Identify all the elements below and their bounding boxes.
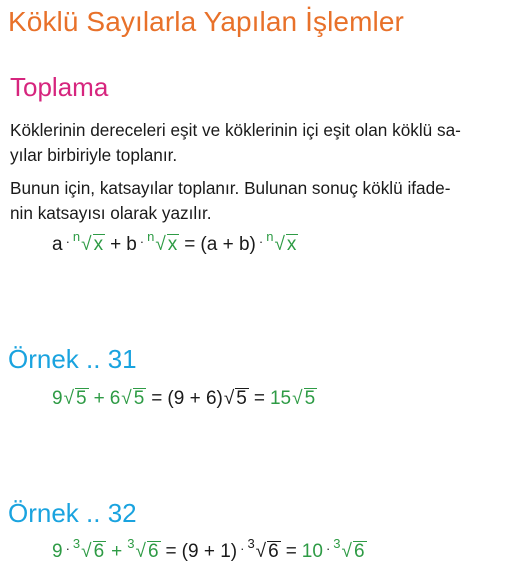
radicand: x: [93, 234, 104, 255]
example-31-label: Örnek .. 31: [8, 344, 137, 374]
paragraph-1-line-1: Köklerinin dereceleri eşit ve köklerinin içi eşit olan köklü sa-: [10, 120, 461, 140]
section-heading: Toplama: [10, 72, 109, 102]
coefficient: 9: [52, 541, 63, 562]
radicand: 6: [93, 541, 105, 562]
radical-icon: √: [341, 541, 352, 562]
root-term: [247, 536, 280, 563]
page-title: Köklü Sayılarla Yapılan İşlemler: [8, 6, 404, 37]
radicand: 6: [353, 541, 365, 562]
plus-sign: +: [110, 234, 122, 255]
grouped-sum: (9 + 1): [181, 541, 238, 562]
radical-icon: √: [274, 234, 285, 255]
sum-coefficient: (a + b): [200, 234, 256, 255]
equals-sign: =: [151, 388, 163, 409]
radical-icon: √: [81, 541, 92, 562]
root-index: n: [72, 229, 81, 244]
root-term: [72, 229, 105, 256]
radical-icon: √: [81, 234, 92, 255]
root-term: [333, 536, 366, 563]
root-index: n: [147, 229, 155, 244]
example-32-formula: [52, 536, 367, 563]
root-term: [223, 388, 249, 410]
radicand: 5: [76, 388, 87, 409]
radicand: 5: [133, 388, 145, 409]
grouped-sum: (9 + 6): [167, 388, 223, 409]
coefficient: 6: [109, 388, 121, 409]
root-term: [127, 536, 160, 563]
root-term: [120, 388, 146, 410]
paragraph-1: [10, 118, 506, 168]
equals-sign: =: [184, 234, 196, 255]
rule-formula: [52, 229, 298, 256]
dot: ·: [258, 234, 264, 249]
root-term: [266, 229, 298, 256]
root-index: 3: [72, 536, 81, 551]
radicand: x: [286, 234, 297, 255]
paragraph-2-line-1: Bunun için, katsayılar toplanır. Bulunan sonuç köklü ifade-: [10, 178, 451, 198]
radical-icon: √: [121, 388, 132, 409]
radical-icon: √: [135, 541, 146, 562]
radical-icon: √: [63, 388, 75, 409]
radicand: x: [167, 234, 178, 255]
radical-icon: √: [223, 388, 235, 409]
root-term: [72, 536, 106, 563]
paragraph-2: [10, 176, 506, 226]
dot: ·: [65, 541, 70, 556]
equals-sign: =: [285, 541, 297, 562]
root-index: 3: [247, 536, 255, 551]
radical-icon: √: [292, 388, 303, 409]
root-term: [147, 229, 179, 256]
example-32-label: Örnek .. 32: [8, 498, 137, 528]
coef-a: a: [52, 234, 63, 255]
equals-sign: =: [253, 388, 265, 409]
paragraph-1-line-2: yılar birbiriyle toplanır.: [10, 145, 178, 165]
root-index: n: [266, 229, 274, 244]
radicand: 5: [304, 388, 316, 409]
dot: ·: [65, 234, 70, 249]
radicand: 6: [268, 541, 279, 562]
root-term: [63, 388, 89, 410]
root-term: [291, 388, 317, 410]
plus-sign: +: [93, 388, 105, 409]
root-index: 3: [333, 536, 341, 551]
radical-icon: √: [255, 541, 267, 562]
radicand: 5: [236, 388, 247, 409]
dot: ·: [240, 541, 245, 556]
coefficient: 9: [52, 388, 63, 409]
dot: ·: [325, 541, 331, 556]
paragraph-2-line-2: nin katsayısı olarak yazılır.: [10, 203, 212, 223]
plus-sign: +: [111, 541, 123, 562]
dot: ·: [139, 234, 145, 249]
radical-icon: √: [155, 234, 166, 255]
root-index: 3: [127, 536, 135, 551]
example-31-formula: [52, 388, 317, 410]
radicand: 6: [147, 541, 159, 562]
equals-sign: =: [165, 541, 177, 562]
coef-b: b: [126, 234, 137, 255]
result-coefficient: 10: [301, 541, 323, 562]
result-coefficient: 15: [269, 388, 292, 409]
